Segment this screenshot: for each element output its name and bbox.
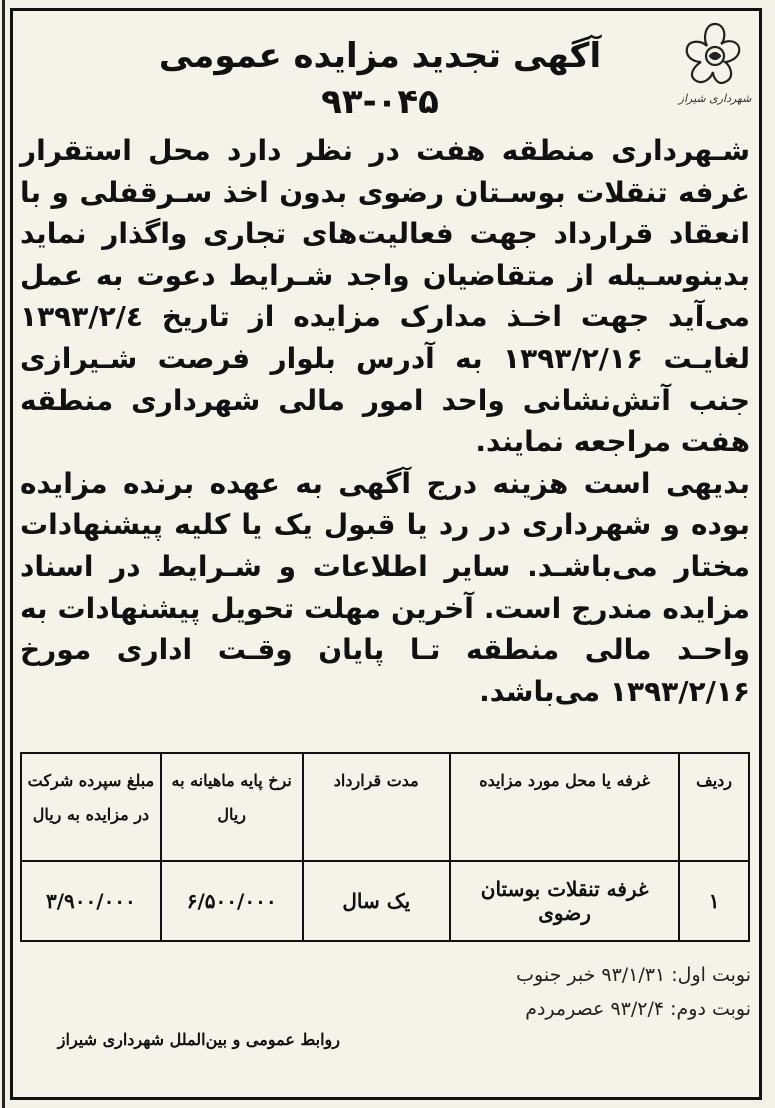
header-row-number: ردیف bbox=[679, 753, 749, 861]
logo-caption: شهرداری شیراز bbox=[678, 92, 752, 105]
header-deposit-amount: مبلغ سپرده شرکت در مزایده به ریال bbox=[21, 753, 161, 861]
table-header-row bbox=[21, 753, 749, 861]
cell-booth: غرفه تنقلات بوستان رضوی bbox=[450, 861, 679, 941]
cell-deposit-amount: ۳/۹۰۰/۰۰۰ bbox=[21, 861, 161, 941]
body-paragraph-1: شـهرداری منطقه هفت در نظر دارد محل استقرار غرفه تنقلات بوسـتان رضوی بدون اخذ سـرقفلی و با انعقاد قرارداد جهت فعالیت‌های تجاری واگذار نماید بدینوسـیله از متقاضیان واجد شـرایط دعوت به عمل می‌آید جهت اخـذ مدارک مزایده از تاریخ ۱۳۹۳/۲/٤ لغایـت ۱۳۹۳/۲/۱۶ به آدرس بلوار فرصت شـیرازی جنب آتش‌نشانی واحد امور مالی شهرداری منطقه هفت مراجعه نمایند. bbox=[20, 134, 751, 459]
header-booth: غرفه یا محل مورد مزایده bbox=[450, 753, 679, 861]
notice-number: ۹۳-۰۴۵ bbox=[321, 82, 439, 122]
table-row bbox=[21, 861, 749, 941]
second-publication-notice: نوبت دوم: ۹۳/۲/۴ عصرمردم bbox=[525, 998, 751, 1020]
flower-logo-icon bbox=[669, 14, 761, 124]
body-paragraph-2: بدیهی است هزینه درج آگهی به عهده برنده مزایده بوده و شهرداری در رد یا قبول یک یا کلیه پیشنهادات مختار می‌باشـد. سایر اطلاعات و شـرایط در اسناد مزایده مندرج است. آخرین مهلت تحویل پیشنهادات به واحـد مالی منطقه تـا پایان وقـت اداری مورخ ۱۳۹۳/۲/۱۶ می‌باشد. bbox=[20, 466, 750, 708]
cell-contract-duration: یک سال bbox=[303, 861, 451, 941]
first-publication-notice: نوبت اول: ۹۳/۱/۳۱ خبر جنوب bbox=[516, 964, 751, 986]
publisher-footer: روابط عمومی و بین‌الملل شهرداری شیراز bbox=[57, 1030, 340, 1049]
notice-body bbox=[20, 130, 750, 712]
header-contract-duration: مدت قرارداد bbox=[303, 753, 451, 861]
notice-title: آگهی تجدید مزایده عمومی bbox=[158, 36, 602, 76]
cell-monthly-base-rate: ۶/۵۰۰/۰۰۰ bbox=[161, 861, 303, 941]
auction-table bbox=[20, 752, 750, 942]
cell-row-number: ۱ bbox=[679, 861, 749, 941]
header-monthly-base-rate: نرخ پایه ماهیانه به ریال bbox=[161, 753, 303, 861]
page-edge-line bbox=[2, 0, 5, 1108]
